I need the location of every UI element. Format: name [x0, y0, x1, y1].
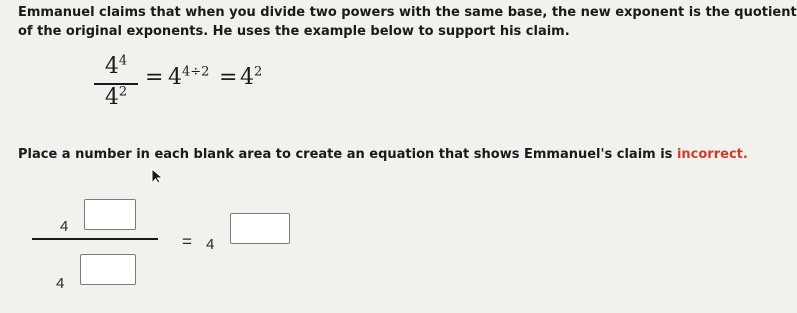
example-result: [240, 65, 262, 90]
result-exponent-blank[interactable]: [230, 213, 290, 244]
example-equals-2: =: [219, 65, 238, 90]
instruction-main: Place a number in each blank area to create an equation that shows Emmanuel's claim is: [18, 147, 677, 162]
example-middle-exponent: 4÷2: [182, 64, 210, 80]
answer-result-base: 4: [206, 236, 215, 253]
denominator-exponent-blank[interactable]: [80, 254, 136, 285]
example-numerator-exponent: 4: [118, 53, 128, 69]
example-denominator-base: 4: [104, 85, 119, 110]
example-numerator: [93, 54, 139, 79]
example-denominator-exponent: 2: [118, 84, 128, 100]
example-middle-term: [168, 65, 209, 90]
example-middle-base: 4: [168, 65, 182, 90]
instruction-text: [18, 147, 748, 162]
answer-denominator-base: 4: [56, 275, 65, 292]
example-result-base: 4: [240, 65, 254, 90]
instruction-emphasis: incorrect.: [676, 147, 748, 162]
answer-fraction-bar: [32, 238, 158, 240]
intro-text-line-2: of the original exponents. He uses the example below to support his claim.: [18, 24, 570, 39]
answer-equals: =: [182, 232, 192, 251]
example-fraction: [93, 52, 139, 112]
mouse-pointer-icon: [150, 168, 164, 184]
numerator-exponent-blank[interactable]: [84, 199, 136, 230]
example-equals-1: =: [145, 65, 164, 90]
example-numerator-base: 4: [104, 54, 119, 79]
answer-numerator-base: 4: [60, 218, 69, 235]
intro-text-line-1: Emmanuel claims that when you divide two powers with the same base, the new exponent is the quotient: [18, 5, 797, 20]
example-result-exponent: 2: [254, 64, 263, 80]
example-denominator: [93, 85, 139, 110]
